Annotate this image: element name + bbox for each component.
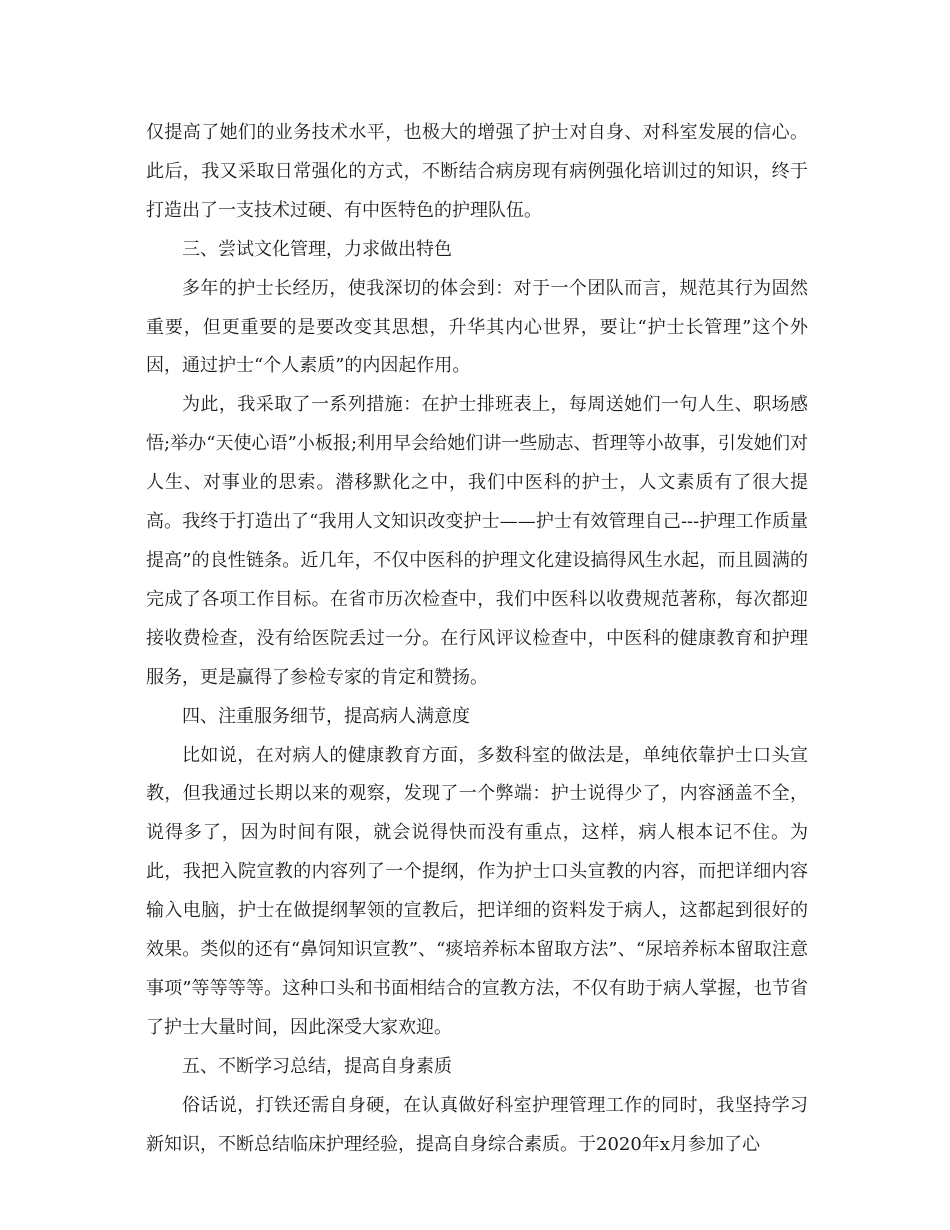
document-page: [146, 114, 808, 1164]
paragraph-measures: 为此，我采取了一系列措施：在护士排班表上，每周送她们一句人生、职场感悟;举办“天使心语”小板报;利用早会给她们讲一些励志、哲理等小故事，引发她们对人生、对事业的思索。潜移默化之中，我们中医科的护士，人文素质有了很大提高。我终于打造出了“我用人文知识改变护士——护士有效管理自己---护理工作质量提高”的良性链条。近几年，不仅中医科的护理文化建设搞得风生水起，而且圆满的完成了各项工作目标。在省市历次检查中，我们中医科以收费规范著称，每次都迎接收费检查，没有给医院丢过一分。在行风评议检查中，中医科的健康教育和护理服务，更是赢得了参检专家的肯定和赞扬。: [146, 394, 808, 688]
paragraph-continuation: 仅提高了她们的业务技术水平，也极大的增强了护士对自身、对科室发展的信心。此后，我又采取日常强化的方式，不断结合病房现有病例强化培训过的知识，终于打造出了一支技术过硬、有中医特色的护理队伍。: [146, 122, 808, 221]
paragraph-self-improvement: 俗话说，打铁还需自身硬，在认真做好科室护理管理工作的同时，我坚持学习新知识，不断总结临床护理经验，提高自身综合素质。于2020年x月参加了心: [146, 1094, 808, 1155]
section-heading-5: 五、不断学习总结，提高自身素质: [182, 1055, 452, 1077]
section-heading-3: 三、尝试文化管理，力求做出特色: [182, 238, 452, 260]
paragraph-experience: 多年的护士长经历，使我深切的体会到：对于一个团队而言，规范其行为固然重要，但更重要的是要改变其思想，升华其内心世界，要让“护士长管理”这个外因，通过护士“个人素质”的内因起作用。: [146, 277, 808, 377]
section-heading-4: 四、注重服务细节，提高病人满意度: [182, 705, 470, 727]
paragraph-health-education: 比如说，在对病人的健康教育方面，多数科室的做法是，单纯依靠护士口头宣教，但我通过长期以来的观察，发现了一个弊端：护士说得少了，内容涵盖不全，说得多了，因为时间有限，就会说得快而没有重点，这样，病人根本记不住。为此，我把入院宣教的内容列了一个提纲，作为护士口头宣教的内容，而把详细内容输入电脑，护士在做提纲挈领的宣教后，把详细的资料发于病人，这都起到很好的效果。类似的还有“鼻饲知识宣教”、“痰培养标本留取方法”、“尿培养标本留取注意事项”等等等等。这种口头和书面相结合的宣教方法，不仅有助于病人掌握，也节省了护士大量时间，因此深受大家欢迎。: [146, 744, 808, 1038]
